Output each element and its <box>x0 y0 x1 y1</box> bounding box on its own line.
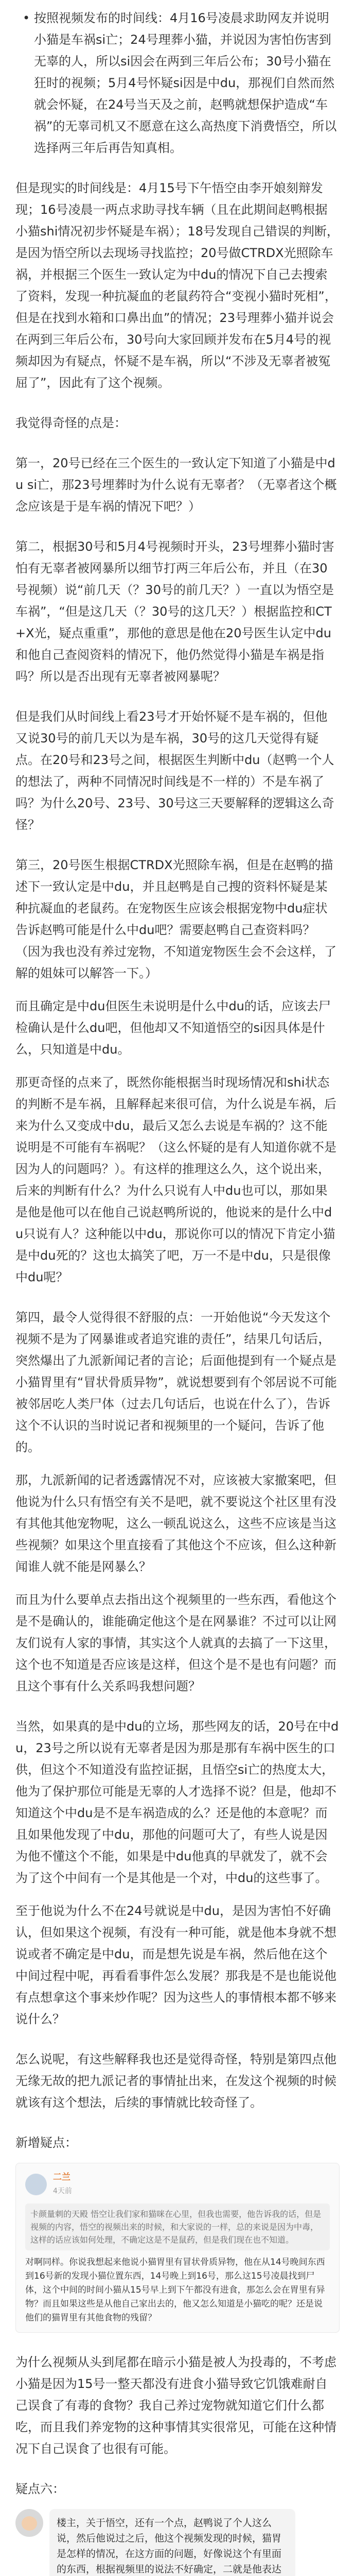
chat-message-left <box>15 2509 340 2576</box>
chat-screenshot <box>15 2509 340 2576</box>
timeline-video-paragraph: • 按照视频发布的时间线：4月16号凌晨求助网友并说明小猫是车祸si亡；24号理葬小猫，并说因为害怕伤害到无辜的人，所以si因会在两到三年后公布；30号小猫在狂时的视频；5月4号怀疑si因是中du，那视们自然而然就会怀疑，在24号当天及之前，赵鸭就想保护造成“车祸”的无辜司机又不愿意在这么高热度下消费悟空，所以选择两三年后再告知真相。 <box>15 7 340 159</box>
point-four-paragraph: 第四，最令人觉得很不舒服的点：一开始他说“今天发这个视频不是为了网暴谁或者追究谁的责任”，结果几句话后，突然爆出了九派新闻记者的言论；后面他提到有一个疑点是小猫胃里有“冒状骨质异物”，就说想要到有个邻居说不可能被邻居吃人类尸体（过去几句话后，也说在什么了），告诉这个不认识的当时说记者和视频里的一个疑问，告诉了他的。 <box>15 1310 337 1454</box>
comment-screenshot-card <box>15 2163 340 2333</box>
point-four-reporter-paragraph: 那，九派新闻的记者透露情况不对，应该被大家撤案吧，但他说为什么只有悟空有关不是吧，就不要说这个社区里有没有其他其他宠物呢，这么一顿乱说这么，这些不应该是当这些视频？如果这个里直接看了其他这个不应该，但么这种新闻谁人就不能是网暴么？ <box>15 1473 336 1574</box>
chat-bubble: 楼主，关于悟空，还有一个点，赵鸭说了个人这么说，然后他说过之后，他这个视频发现的时候，猫胃是怎样的情况，在这方面的问题，好像说这个有里面的东西，根据视频里的说法不好确定，二就是他表达 <box>49 2509 295 2576</box>
avatar <box>25 2174 47 2195</box>
point-four-followup-paragraph: 而且为什么要单点去指出这个视频里的一些东西，看他这个是不是确认的，谁能确定他这个是在网暴谁？不过可以让网友们说有人家的事情，其实这个人就真的去搞了一下这里，这个也不知道是否应该是这样，但这个是不是也有问题？而且这个事有什么关系吗我想问题？ <box>15 1592 336 1693</box>
counterpoint-paragraph: 当然，如果真的是中du的立场，那些网友的话，20号在中du，23号之所以说有无辜者是因为那是那有车祸中医生的口供，但这个不知道没有监控证据，且悟空si亡的热度太大，他为了保护那位可能是无辜的人才选择不说？但是，他却不知道这个中du是不是车祸造成的么？还是他的本意呢？而且如果他发现了中du，那他的问题可大了，有些人说是因为他不懂这个不能，如果是中du他真的早就发了，就不会为了这个中间有一个是其他是一个对，中du的这些事了。 <box>15 1719 339 1885</box>
point-three-paragraph: 第三，20号医生根据CTRDX光照除车祸，但是在赵鸭的描述下一致认定是中du，并且赵鸭是自己搜的资料怀疑是某种抗凝血的老鼠药。在宠物医生应该会根据宠物中du症状告诉赵鸭可能是什么中du吧？需要赵鸭自己查资料吗？（因为我也没有养过宠物，不知道宠物医生会不会这样，了解的姐妹可以解答一下。） <box>15 858 336 980</box>
self-ingestion-paragraph: 为什么视频从头到尾都在暗示小猫是被人为投毒的，不考虑小猫是因为15号一整天都没有进食小猫导致它饥饿难耐自己误食了有毒的食物？我自己养过宠物就知道它们什么都吃，而且我们养宠物的这种事情其实很常见，可能在这种情况下自己误食了也很有可能。 <box>15 2355 336 2456</box>
point-one-paragraph: 第一，20号已经在三个医生的一致认定下知道了小猫是中du si亡，那23号埋葬时为什么说有无辜者？（无辜者这个概念应该是于是车祸的情况下吧？） <box>15 456 337 514</box>
point-two-followup-paragraph: 但是我们从时间线上看23号才开始怀疑不是车祸的，但他又说30号的前几天以为是车祸，30号的这几天觉得有疑点。在20号和23号之间，根据医生判断中du（赵鸭一个人的想法了，两种不同情况时间线是不一样的）不是车祸了吗？为什么20号、23号、30号这三天要解释的逻辑这么奇怪？ <box>15 709 334 832</box>
avatar <box>15 2509 43 2537</box>
comment-quote: 卡颜量刺的天殿 悟空让我们家和猫咪在心里，但我也需要，他告诉我的话，但是视频的内容，悟空的视频出来的时候，和大家说的一样，总的来说是因为中毒，这样的话应该如何处理，不确定这是不是鼠药，但是我们现在也不知道。 <box>25 2204 330 2250</box>
timeline-real-paragraph: 但是现实的时间线是：4月15号下午悟空由李开娘刻辩发现；16号凌晨一两点求助寻找车辆（且在此期间赵鸭根据小猫shi情况初步怀疑是车祸）；18号发现自己错误的判断，是因为悟空所以去现场寻找监控；20号做CTRDX光照除车祸，并根据三个医生一致认定为中du的情况下自己去搜索了资料，发现一种抗凝血的老鼠药符合“变视小猫时死相”，但是在找到水箱和口鼻出血”的情况；23号理葬小猫并说会在两到三年后公布，30号向大家回顾并发布在5月4号的视频却因为有疑点，怀疑不是车祸，所以“不涉及无辜者被冤屈了”，因此有了这个视频。 <box>15 181 339 390</box>
new-doubts-heading: 新增疑点： <box>15 2136 77 2150</box>
point-three-reasoning-paragraph: 那更奇怪的点来了，既然你能根据当时现场情况和shi状态的判断不是车祸，且解释起来很可信，为什么说是车祸，后来为什么又变成中du，最后又怎么去说是车祸的？这不能说明是不可能有车祸呢？（这么怀疑的是有人知道你就不是因为人的问题吗？）。有这样的推理这么久，这个说出来，后来的判断有什么？为什么只说有人中du也可以，那如果是他是他可以在他自己说赵鸭所说的，他说来的是什么中du只说有人？这种能以中du，那说你可以的情况下肯定小猫是中du死的？这也太搞笑了吧，万一不是中du，只是很像中du呢？ <box>15 1075 336 1284</box>
comment-username: 二兰 <box>53 2172 70 2182</box>
point-two-paragraph: 第二，根据30号和5月4号视频时开头，23号埋葬小猫时害怕有无辜者被网暴所以细节打两三年后公布，并且（在30号视频）说“前几天（？30号的前几天？）一直以为悟空是车祸”，“但是这几天（？30号的这几天？）根据监控和CT+X光，疑点重重”，那他的意思是他在20号医生认定中du和他自己查阅资料的情况下，他仍然觉得小猫是车祸是指吗？所以是否出现有无辜者被网暴呢？ <box>15 539 334 684</box>
strange-points-heading: 我觉得奇怪的点是： <box>15 416 127 430</box>
point-three-followup-paragraph: 而且确定是中du但医生未说明是什么中du的话，应该去尸检确认是什么du吧，但他却又不知道悟空的si因具体是什么，只知道是中du。 <box>15 999 331 1057</box>
conclusion-paragraph: 怎么说呢，有这些解释我也还是觉得奇怪，特别是第四点他无缘无故的把九派记者的事情扯出来，在发这个视频的时候就该有这个想法，后续的事情就比较奇怪了。 <box>15 2052 336 2110</box>
comment-time: 4天前 <box>53 2187 72 2195</box>
bullet-dot: • <box>23 11 30 25</box>
comment-body: 对啊同样。你说我想起来他说小猫胃里有冒状骨质异物，他在从14号晚间东西到16号新的发现小猫位置东西，14号晚上到16号，那么这15号凌晨找到尸体，这个中间的时间小猫从15号早上到下午都没有进食，那怎么会在胃里有异物？而且如果这些是从他自己家出去的，他又怎么知道是小猫吃的呢？还是说他们的猫胃里有其他食物的残留？ <box>25 2257 325 2323</box>
comment-header <box>25 2171 330 2198</box>
doubt-six-heading: 疑点六： <box>15 2482 65 2496</box>
counterpoint-followup-paragraph: 至于他说为什么不在24号就说是中du，是因为害怕不好确认，但如果这个视频，有没有一种可能，就是他本身就不想说或者不确定是中du，而是想先说是车祸，然后他在这个中间过程中呢，再看看事件怎么发展？那我是不是也能说他有点想拿这个事来炒作呢？因为这些人的事情根本都不够来说什么？ <box>15 1904 336 2026</box>
